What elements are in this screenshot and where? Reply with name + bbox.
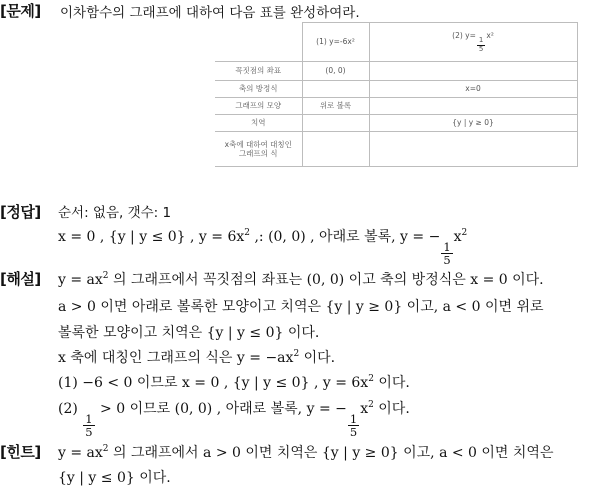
hint-line-2: {y | y ≤ 0} 이다. bbox=[58, 470, 171, 486]
table-cell: {y | y ≥ 0} bbox=[369, 115, 577, 132]
answer-tag: [정답] bbox=[0, 203, 41, 221]
problem-text: 이차함수의 그래프에 대하여 다음 표를 완성하여라. bbox=[60, 5, 360, 21]
table-corner bbox=[215, 23, 302, 62]
problem-tag: [문제] bbox=[0, 2, 41, 20]
explanation-line-6: (2) $\frac{1}{5}$ > 0 이므로 (0, 0) , 아래로 볼록, y = − $\frac{1}{5}$ $x^2$ 이다. bbox=[58, 400, 410, 440]
table-header-2: (2) y= $\frac{1}{5}$ x² bbox=[369, 23, 577, 62]
answer-table bbox=[215, 22, 578, 167]
explanation-tag: [해설] bbox=[0, 270, 41, 288]
table-cell bbox=[302, 132, 369, 167]
table-cell bbox=[369, 98, 577, 115]
explanation-line-2: a > 0 이면 아래로 볼록한 모양이고 치역은 {y | y ≥ 0} 이고, a < 0 이면 위로 bbox=[58, 299, 544, 315]
table-row-label: 축의 방정식 bbox=[215, 81, 302, 98]
explanation-line-5: (1) −6 < 0 이므로 x = 0 , {y | y ≤ 0} , $y = 6x^2$ 이다. bbox=[58, 374, 410, 391]
table-cell: (0, 0) bbox=[302, 62, 369, 81]
table-row-label: 꼭짓점의 좌표 bbox=[215, 62, 302, 81]
table-cell bbox=[302, 115, 369, 132]
explanation-line-3: 볼록한 모양이고 치역은 {y | y ≤ 0} 이다. bbox=[58, 325, 320, 341]
hint-line-1: $y = ax^2$ 의 그래프에서 a > 0 이면 치역은 {y | y ≥ 0} 이고, a < 0 이면 치역은 bbox=[58, 444, 554, 461]
table-cell: x=0 bbox=[369, 81, 577, 98]
table-cell bbox=[302, 81, 369, 98]
hint-tag: [힌트] bbox=[0, 443, 41, 461]
table-row-label: 치역 bbox=[215, 115, 302, 132]
table-header-1: (1) y=-6x² bbox=[302, 23, 369, 62]
table-cell bbox=[369, 62, 577, 81]
explanation-line-4: x 축에 대칭인 그래프의 식은 $y = -ax^2$ 이다. bbox=[58, 349, 336, 366]
table-row-label: 그래프의 모양 bbox=[215, 98, 302, 115]
table-row-label: x축에 대하여 대칭인 그래프의 식 bbox=[215, 132, 302, 167]
explanation-line-1: $y = ax^2$ 의 그래프에서 꼭짓점의 좌표는 (0, 0) 이고 축의 방정식은 x = 0 이다. bbox=[58, 271, 544, 288]
table-cell: 위로 볼록 bbox=[302, 98, 369, 115]
answer-solution: x = 0 , {y | y ≤ 0} , $y = 6x^2$ ,: (0, 0) , 아래로 볼록, y = − $\frac{1}{5}$ $x^2$ bbox=[58, 228, 468, 268]
answer-meta: 순서: 없음, 갯수: 1 bbox=[58, 205, 172, 221]
table-cell bbox=[369, 132, 577, 167]
